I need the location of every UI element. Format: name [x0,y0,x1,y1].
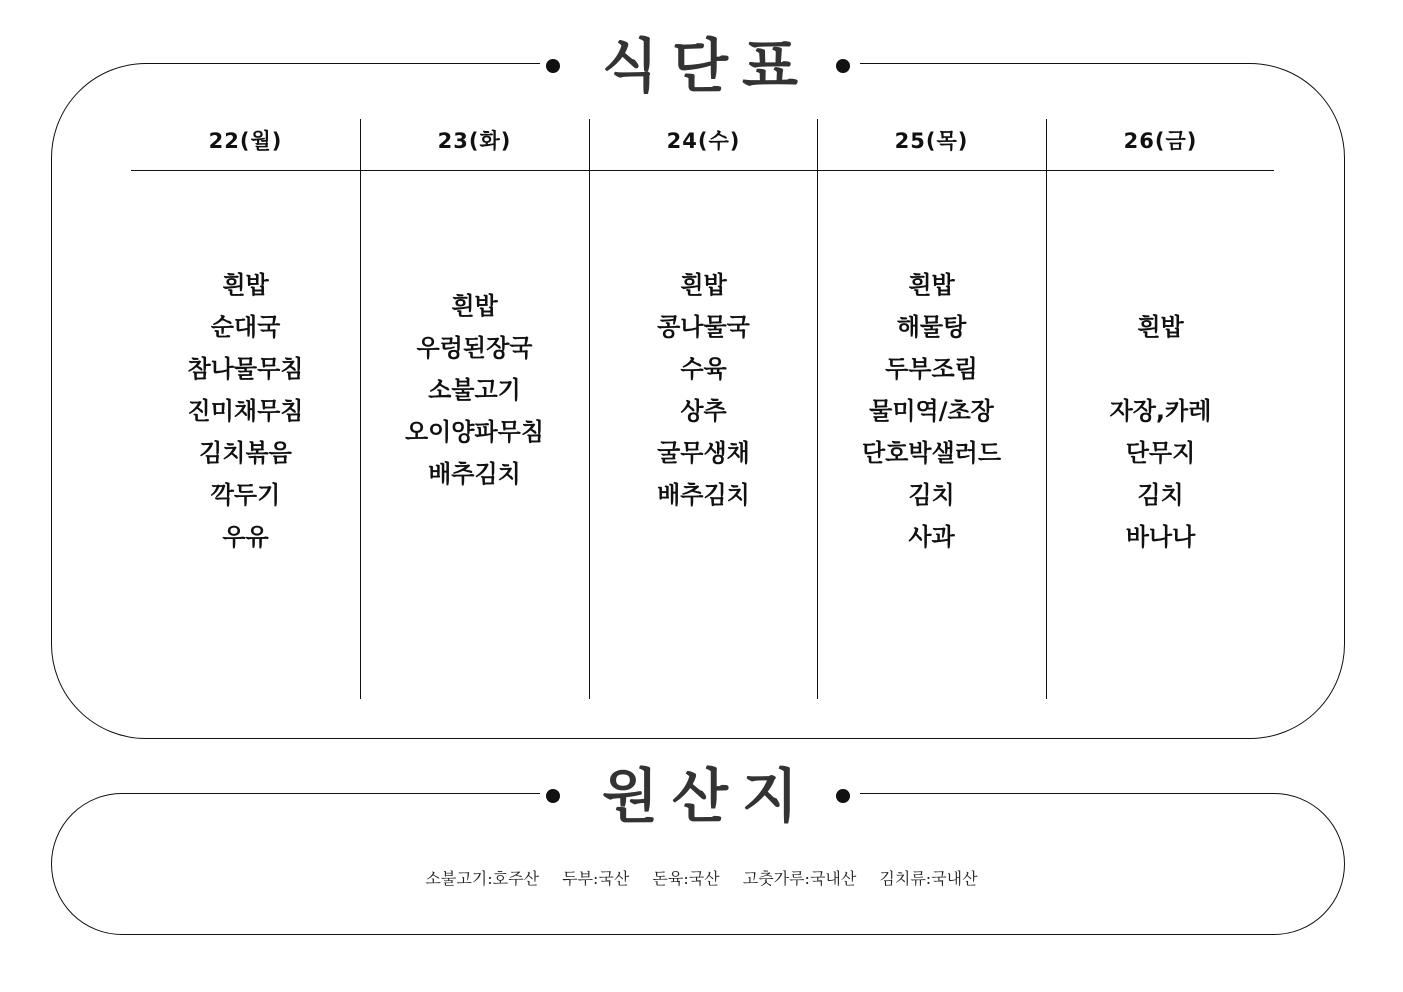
menu-item: 상추 [680,397,727,425]
menu-item: 물미역/초장 [869,397,994,425]
menu-item: 우렁된장국 [416,334,533,362]
menu-list-mon [131,264,360,558]
menu-list-tue [360,285,589,495]
menu-item-blank [1046,348,1275,390]
menu-item: 진미채무침 [187,397,304,425]
menu-item: 김치 [1137,481,1184,509]
menu-item: 사과 [908,523,955,551]
origin-list [0,866,1403,889]
menu-item: 흰밥 [222,271,269,299]
menu-item: 두부조림 [885,355,978,383]
menu-item: 흰밥 [1137,313,1184,341]
menu-item: 흰밥 [451,292,498,320]
origin-title: 원산지 [601,762,813,830]
menu-item: 김치볶음 [199,439,292,467]
menu-item: 흰밥 [680,271,727,299]
origin-entry: 돈육:국산 [652,869,720,888]
menu-item: 해물탕 [896,313,967,341]
menu-item: 단무지 [1125,439,1196,467]
menu-item: 우유 [222,523,269,551]
menu-item: 흰밥 [908,271,955,299]
menu-list-wed [589,264,818,516]
menu-item: 깍두기 [210,481,281,509]
menu-item: 순대국 [210,313,281,341]
menu-item: 바나나 [1125,523,1196,551]
menu-item: 단호박샐러드 [861,439,1002,467]
menu-item: 굴무생채 [657,439,750,467]
menu-title: 식단표 [601,32,813,100]
title-right-dot [836,789,850,803]
day-header-thu: 25(목) [894,129,969,153]
day-header-tue: 23(화) [437,129,512,153]
menu-list-thu [817,264,1046,558]
menu-item: 김치 [908,481,955,509]
menu-item: 콩나물국 [657,313,750,341]
menu-item: 소불고기 [428,376,521,404]
origin-title-block [540,756,860,836]
origin-entry: 김치류:국내산 [879,869,978,888]
day-header-wed: 24(수) [666,129,741,153]
menu-item: 배추김치 [428,460,521,488]
menu-list-fri [1046,306,1275,558]
menu-item: 참나물무침 [187,355,304,383]
origin-entry: 소불고기:호주산 [425,869,540,888]
day-header-mon: 22(월) [208,129,283,153]
menu-item: 수육 [680,355,727,383]
title-right-dot [836,59,850,73]
origin-entry: 고춧가루:국내산 [742,869,857,888]
header-divider [131,170,1274,171]
menu-item: 배추김치 [657,481,750,509]
day-header-fri: 26(금) [1123,129,1198,153]
menu-item: 자장,카레 [1109,397,1212,425]
menu-title-block [540,26,860,106]
menu-item: 오이양파무침 [404,418,545,446]
origin-entry: 두부:국산 [562,869,630,888]
